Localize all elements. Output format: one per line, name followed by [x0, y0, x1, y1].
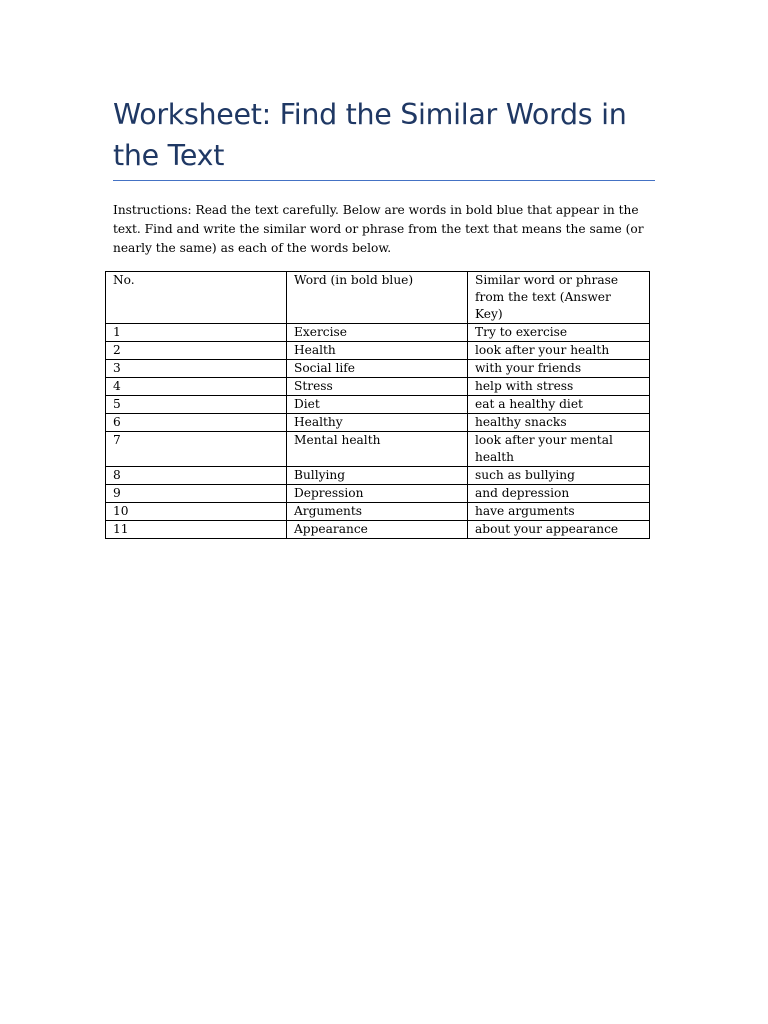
row-number: 4 [106, 378, 287, 396]
table-row [106, 503, 650, 521]
row-similar-phrase: look after your health [468, 342, 650, 360]
row-similar-phrase: about your appearance [468, 521, 650, 539]
row-similar-phrase: and depression [468, 485, 650, 503]
row-number: 9 [106, 485, 287, 503]
row-similar-phrase: such as bullying [468, 467, 650, 485]
header-cell-no: No. [106, 272, 287, 324]
row-word: Exercise [287, 324, 468, 342]
row-number: 11 [106, 521, 287, 539]
instructions-text: Instructions: Read the text carefully. Below are words in bold blue that appear in the text. Find and write the similar word or phrase from the text that means the same (or nearly the same) as each of the words below. [113, 203, 644, 255]
row-word: Social life [287, 360, 468, 378]
table-row [106, 342, 650, 360]
table-row [106, 467, 650, 485]
header-cell-word: Word (in bold blue) [287, 272, 468, 324]
table-header-row [106, 272, 650, 324]
row-word: Depression [287, 485, 468, 503]
header-cell-similar: Similar word or phrase from the text (Answer Key) [468, 272, 650, 324]
row-word: Appearance [287, 521, 468, 539]
row-number: 2 [106, 342, 287, 360]
row-similar-phrase: Try to exercise [468, 324, 650, 342]
table-row [106, 414, 650, 432]
row-word: Stress [287, 378, 468, 396]
row-similar-phrase: have arguments [468, 503, 650, 521]
answer-key-table [105, 271, 650, 539]
row-number: 7 [106, 432, 287, 467]
table-row [106, 432, 650, 467]
row-word: Arguments [287, 503, 468, 521]
page-title: Worksheet: Find the Similar Words in the Text [113, 98, 627, 172]
row-similar-phrase: look after your mental health [468, 432, 650, 467]
table-row [106, 521, 650, 539]
row-word: Healthy [287, 414, 468, 432]
row-similar-phrase: healthy snacks [468, 414, 650, 432]
row-number: 5 [106, 396, 287, 414]
table-header [106, 272, 650, 324]
table-row [106, 378, 650, 396]
table-row [106, 485, 650, 503]
row-number: 1 [106, 324, 287, 342]
row-word: Health [287, 342, 468, 360]
row-word: Diet [287, 396, 468, 414]
row-similar-phrase: eat a healthy diet [468, 396, 650, 414]
row-word: Bullying [287, 467, 468, 485]
row-similar-phrase: help with stress [468, 378, 650, 396]
table-body [106, 324, 650, 539]
row-number: 3 [106, 360, 287, 378]
title-divider [113, 180, 655, 181]
table-row [106, 396, 650, 414]
row-number: 6 [106, 414, 287, 432]
row-similar-phrase: with your friends [468, 360, 650, 378]
row-number: 10 [106, 503, 287, 521]
table-row [106, 324, 650, 342]
row-word: Mental health [287, 432, 468, 467]
row-number: 8 [106, 467, 287, 485]
table-row [106, 360, 650, 378]
